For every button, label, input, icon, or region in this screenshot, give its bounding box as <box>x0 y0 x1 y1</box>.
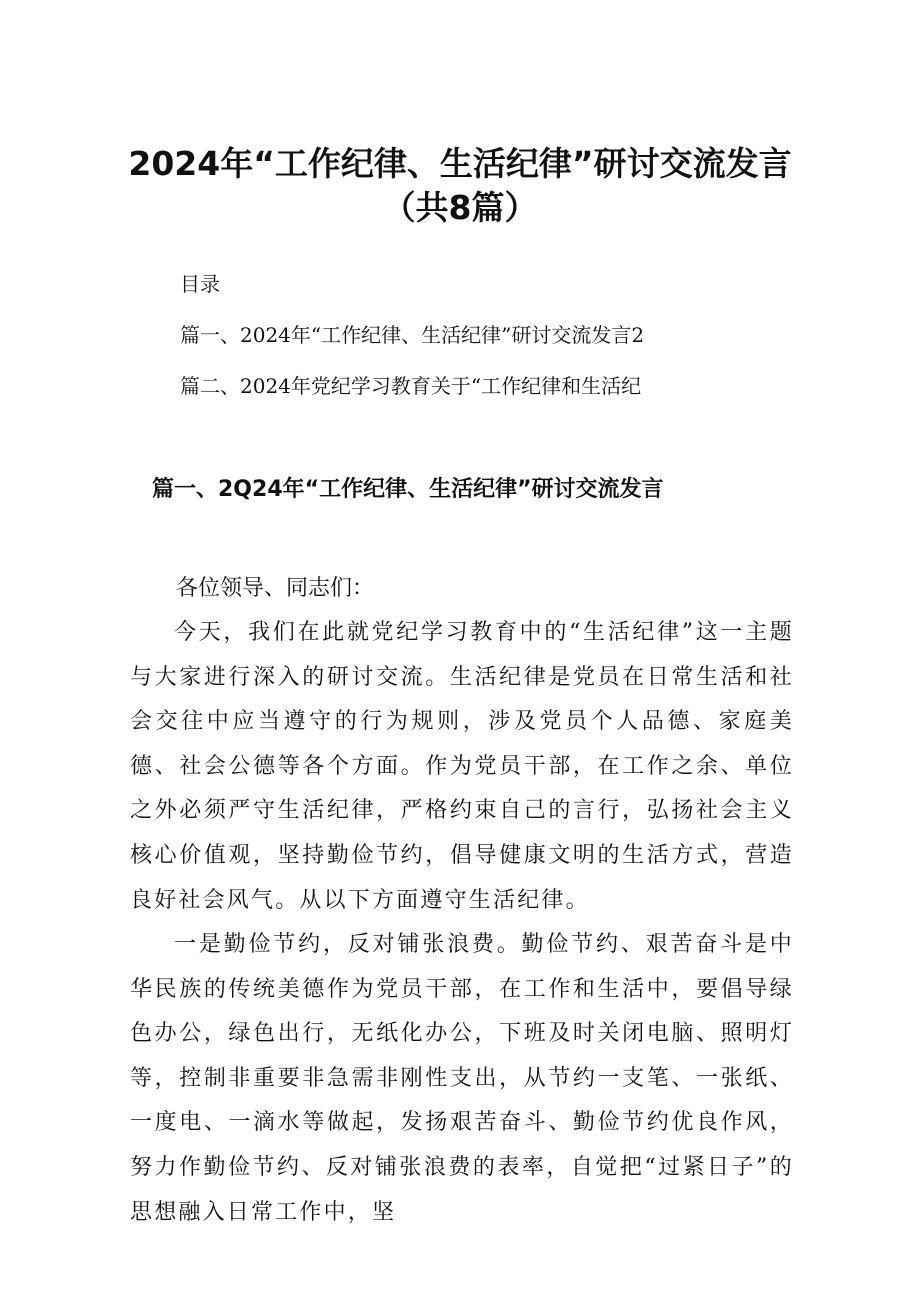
document-title: 2024年“工作纪律、生活纪律”研讨交流发言 <box>128 144 792 183</box>
body-paragraph: 一是勤俭节约，反对铺张浪费。勤俭节约、艰苦奋斗是中华民族的传统美德作为党员干部，在工作和生活中，要倡导绿色办公，绿色出行，无纸化办公，下班及时关闭电脑、照明灯等，控制非重要非急需非刚性支出，从节约一支笔、一张纸、一度电、一滴水等做起，发扬艰苦奋斗、勤俭节约优良作风，努力作勤俭节约、反对铺张浪费的表率，自觉把“过紧日子”的思想融入日常工作中，坚 <box>130 932 794 1225</box>
document-subtitle: （共8篇） <box>382 188 538 227</box>
toc-heading: 目录 <box>180 272 220 296</box>
body-paragraph: 今天，我们在此就党纪学习教育中的“生活纪律”这一主题与大家进行深入的研讨交流。生活纪律是党员在日常生活和社会交往中应当遵守的行为规则，涉及党员个人品德、家庭美德、社会公德等各个方面。作为党员干部，在工作之余、单位之外必须严守生活纪律，严格约束自己的言行，弘扬社会主义核心价值观，坚持勤俭节约，倡导健康文明的生活方式，营造良好社会风气。从以下方面遵守生活纪律。 <box>130 620 794 913</box>
toc-item[interactable]: 篇二、2024年党纪学习教育关于“工作纪律和生活纪 <box>180 374 642 398</box>
salutation: 各位领导、同志们： <box>176 576 375 601</box>
section-heading: 篇一、2Q24年“工作纪律、生活纪律”研讨交流发言 <box>152 477 664 502</box>
toc-item[interactable]: 篇一、2024年“工作纪律、生活纪律”研讨交流发言2 <box>180 323 645 347</box>
